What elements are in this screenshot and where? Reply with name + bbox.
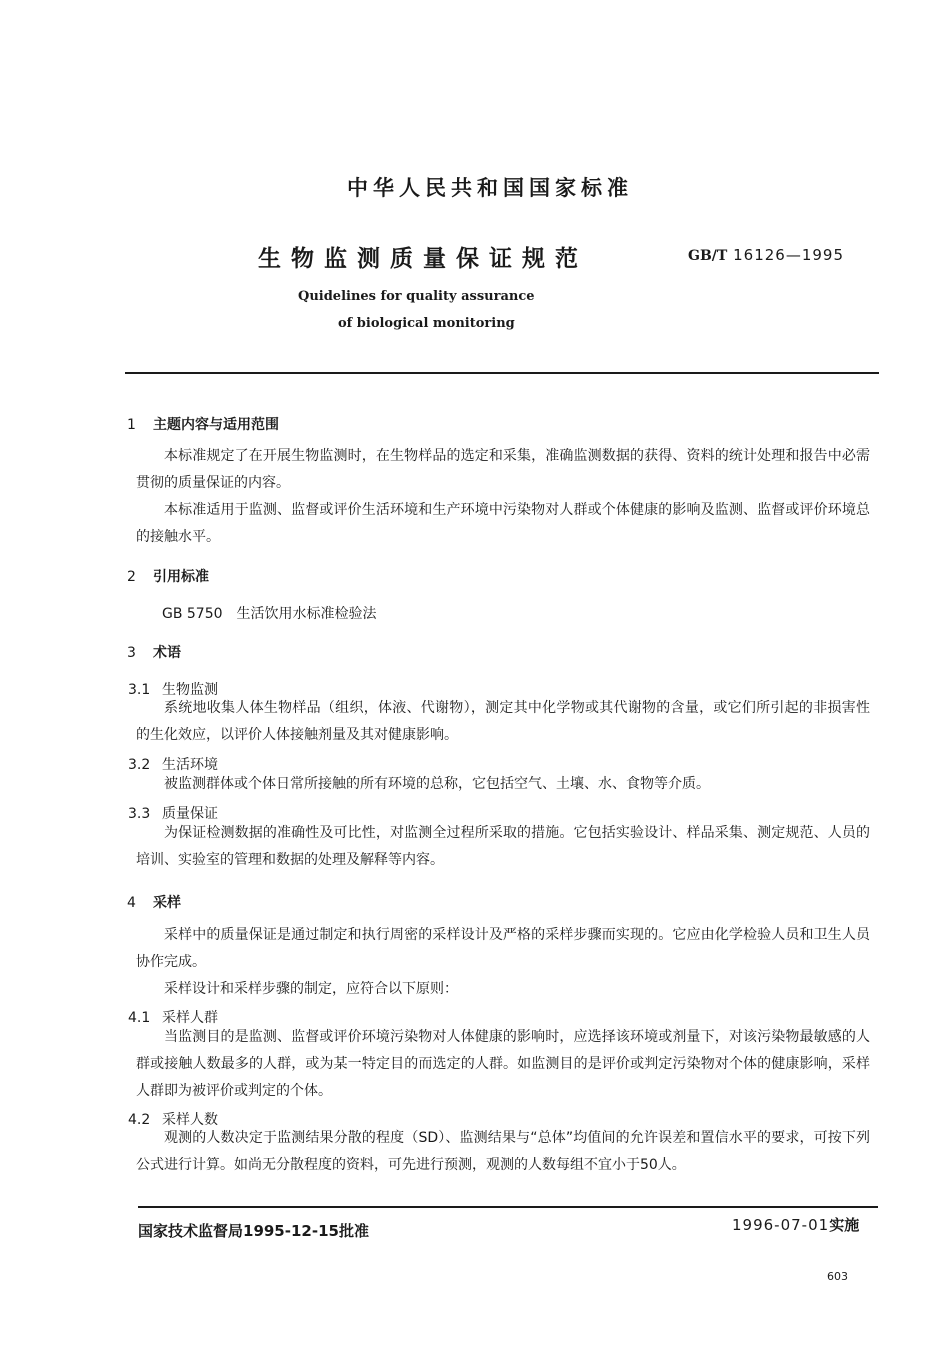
standard-category: 中华人民共和国国家标准 (347, 176, 633, 200)
term-number: 3.1 (128, 682, 151, 698)
term-number: 3.2 (128, 757, 151, 773)
english-title-line1: Quidelines for quality assurance (298, 289, 535, 304)
clause-4-1-text: 当监测目的是监测、监督或评价环境污染物对人体健康的影响时，应选择该环境或剂量下，对该污染物最敏感的人群或接触人数最多的人群，或为某一特定目的而选定的人群。如监测目的是评价或判定污染物对个体的健康影响，采样人群即为被评价或判定的个体。 (136, 1029, 870, 1099)
clause-number: 4.1 (128, 1010, 151, 1026)
term-title: 生物监测 (162, 682, 218, 698)
section-2-heading (127, 566, 209, 586)
code-number: 16126—1995 (733, 246, 845, 264)
clause-title: 采样人群 (162, 1010, 218, 1026)
english-title-line2: of biological monitoring (338, 316, 515, 331)
section-4-heading (127, 892, 181, 912)
footer-rule (138, 1206, 878, 1208)
page-number: 603 (827, 1270, 848, 1283)
clause-number: 4.2 (128, 1112, 151, 1128)
section-3-heading (127, 642, 181, 662)
section-title: 主题内容与适用范围 (153, 417, 279, 433)
code-prefix: GB/T (688, 248, 728, 264)
effective-line (732, 1214, 859, 1235)
section-title: 引用标准 (153, 569, 209, 585)
term-3-2-definition: 被监测群体或个体日常所接触的所有环境的总称，它包括空气、土壤、水、食物等介质。 (164, 776, 710, 792)
approval-line: 国家技术监督局1995-12-15批准 (138, 1222, 369, 1240)
clause-4-2-text: 观测的人数决定于监测结果分散的程度（SD）、监测结果与“总体”均值间的允许误差和置信水平的要求，可按下列公式进行计算。如尚无分散程度的资料，可先进行预测，观测的人数每组不宜小于50人。 (136, 1130, 870, 1173)
section-number: 2 (127, 569, 136, 585)
section-number: 4 (127, 895, 136, 911)
term-number: 3.3 (128, 806, 151, 822)
section-1-heading (127, 414, 279, 434)
section-number: 1 (127, 417, 136, 433)
clause-title: 采样人数 (162, 1112, 218, 1128)
term-title: 质量保证 (162, 806, 218, 822)
section-title: 术语 (153, 645, 181, 661)
effective-date: 1996-07-01 (732, 1216, 830, 1234)
term-3-1-definition: 系统地收集人体生物样品（组织，体液、代谢物），测定其中化学物或其代谢物的含量，或它们所引起的非损害性的生化效应，以评价人体接触剂量及其对健康影响。 (136, 700, 870, 743)
section-1-paragraph-1: 本标准规定了在开展生物监测时，在生物样品的选定和采集，准确监测数据的获得、资料的统计处理和报告中必需贯彻的质量保证的内容。 (136, 448, 870, 491)
term-title: 生活环境 (162, 757, 218, 773)
section-title: 采样 (153, 895, 181, 911)
standard-code (688, 246, 844, 264)
section-4-paragraph-1: 采样中的质量保证是通过制定和执行周密的采样设计及严格的采样步骤而实现的。它应由化学检验人员和卫生人员协作完成。 (136, 927, 870, 970)
document-title: 生物监测质量保证规范 (258, 246, 588, 272)
section-number: 3 (127, 645, 136, 661)
section-1-paragraph-2: 本标准适用于监测、监督或评价生活环境和生产环境中污染物对人群或个体健康的影响及监测、监督或评价环境总的接触水平。 (136, 502, 870, 545)
section-4-paragraph-2: 采样设计和采样步骤的制定，应符合以下原则： (164, 981, 458, 997)
effective-label: 实施 (829, 1216, 860, 1234)
header-rule (125, 372, 879, 374)
term-3-3-definition: 为保证检测数据的准确性及可比性，对监测全过程所采取的措施。它包括实验设计、样品采集、测定规范、人员的培训、实验室的管理和数据的处理及解释等内容。 (136, 825, 870, 868)
reference-standard: GB 5750 生活饮用水标准检验法 (162, 606, 377, 622)
